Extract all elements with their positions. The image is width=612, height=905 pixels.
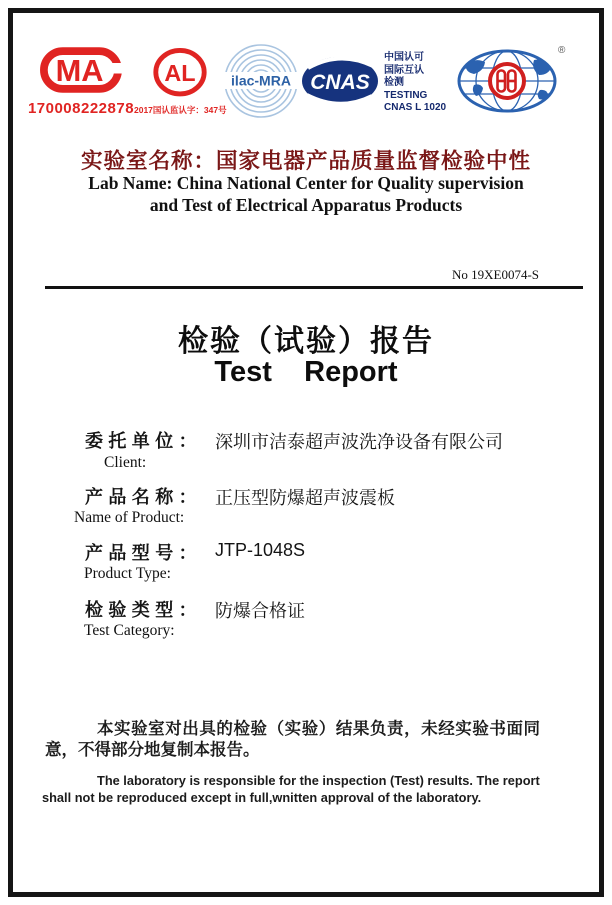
lab-name-en-line2: and Test of Electrical Apparatus Products — [149, 195, 463, 215]
cma-logo-icon — [39, 46, 123, 94]
field-label-en: Name of Product: — [74, 509, 185, 526]
cnas-caption-line: 检测 — [384, 77, 404, 88]
al-certificate-caption: 2017国认监认字：347号 — [134, 105, 227, 115]
lab-name-cn: 实验室名称：国家电器产品质量监督检验中性 — [80, 149, 531, 173]
field-label-cn: 检验类型： — [85, 600, 202, 620]
responsibility-statement-cn: 本实验室对出具的检验（实验）结果负责，未经实验书面同意，不得部分地复制本报告。 — [45, 720, 540, 759]
field-label-cn: 产品型号： — [85, 543, 202, 563]
field-value: 防爆合格证 — [215, 601, 305, 621]
al-accreditation-block — [134, 48, 226, 116]
cnas-caption-line: 国际互认 — [384, 64, 424, 76]
report-title-cn: 检验（试验）报告 — [178, 325, 434, 358]
lab-name-en-line1: Lab Name: China National Center for Quality supervision — [88, 173, 524, 193]
cnas-logo-icon — [300, 55, 380, 107]
field-value: 正压型防爆超声波震板 — [215, 488, 395, 508]
svg-text:MA: MA — [55, 53, 104, 89]
registered-mark: ® — [558, 45, 566, 56]
header-divider — [45, 286, 583, 289]
ilac-mra-logo-icon — [222, 42, 300, 120]
field-value: 深圳市洁泰超声波洗净设备有限公司 — [215, 432, 503, 452]
al-logo-icon — [150, 48, 210, 98]
svg-text:AL: AL — [164, 60, 196, 87]
globe-certification-logo-icon — [454, 40, 566, 118]
svg-text:CNAS: CNAS — [310, 71, 370, 94]
field-label-en: Product Type: — [84, 565, 171, 582]
report-title-en: Test Report — [214, 356, 398, 388]
svg-text:ilac-MRA: ilac-MRA — [231, 72, 291, 89]
cma-accreditation-block — [22, 46, 140, 117]
field-label-cn: 产品名称： — [85, 487, 202, 507]
field-label-en: Test Category: — [84, 622, 175, 639]
cnas-caption-line: 中国认可 — [384, 52, 424, 63]
cnas-caption-line: CNAS L 1020 — [384, 102, 447, 113]
report-number: No 19XE0074-S — [452, 267, 540, 282]
cnas-caption-line: TESTING — [384, 89, 428, 101]
responsibility-statement-en: The laboratory is responsible for the inspection (Test) results. The report shall not be reproduced except in full,wnitten approval of the laboratory. — [42, 773, 540, 805]
field-label-cn: 委托单位： — [85, 431, 202, 451]
field-value: JTP-1048S — [215, 540, 306, 560]
cnas-caption-block — [384, 52, 446, 115]
cma-certificate-number: 170008222878 — [27, 100, 135, 117]
field-label-en: Client: — [104, 454, 147, 471]
